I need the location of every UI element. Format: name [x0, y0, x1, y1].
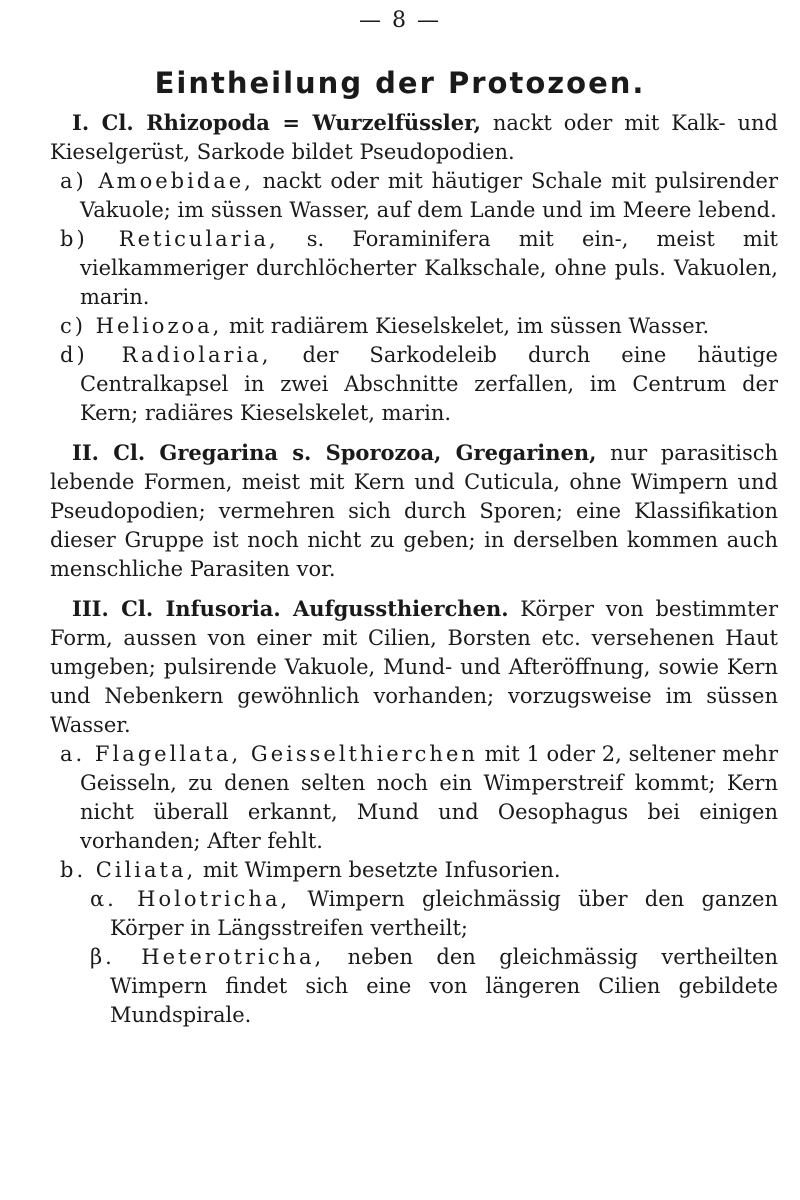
- item-text: der Sarkodeleib durch eine häutige Centralkapsel in zwei Abschnitte zerfallen, im Centrum der Kern; radiäres Kieselskelet, marin.: [80, 343, 778, 425]
- section-paragraph: [50, 438, 778, 584]
- item-text: mit radiärem Kieselskelet, im süssen Wasser.: [222, 314, 710, 338]
- item-name: d) Radiolaria,: [60, 343, 272, 367]
- item-name: b) Reticularia,: [60, 227, 279, 251]
- page-heading: Eintheilung der Protozoen.: [154, 66, 646, 100]
- item-text: mit 1 oder 2, seltener mehr Geisseln, zu denen selten noch ein Wimperstreif kommt; Kern nicht überall erkannt, Mund und Oesophagus bei einigen vorhanden; After fehlt.: [80, 742, 778, 853]
- section-text: nackt oder mit Kalk- und Kieselgerüst, Sarkode bildet Pseudopodien.: [50, 111, 778, 164]
- section-gregarina: [50, 438, 778, 584]
- section-text: Körper von bestimmter Form, aussen von einer mit Cilien, Borsten etc. versehenen Haut umgeben; pulsirende Vakuole, Mund- und Afteröffnung, sowie Kern und Nebenkern gewöhnlich vorhanden; vorzugsweise im süssen Wasser.: [50, 597, 778, 737]
- list-item: [50, 225, 778, 312]
- list-item: [50, 856, 778, 885]
- section-paragraph: [50, 108, 778, 167]
- item-name: a) Amoebidae,: [60, 169, 254, 193]
- sub-list-item: [50, 943, 778, 1030]
- section-title: I. Cl. Rhizopoda = Wurzelfüssler,: [72, 110, 481, 135]
- section-paragraph: [50, 594, 778, 740]
- section-title: II. Cl. Gregarina s. Sporozoa, Gregarinen,: [72, 440, 597, 465]
- section-title: III. Cl. Infusoria. Aufgussthierchen.: [72, 596, 509, 621]
- list-item: [50, 341, 778, 428]
- list-item: [50, 167, 778, 225]
- item-text: mit Wimpern besetzte Infusorien.: [196, 858, 561, 882]
- section-rhizopoda: [50, 108, 778, 428]
- list-item: [50, 740, 778, 856]
- item-name: c) Heliozoa,: [60, 314, 223, 338]
- list-item: [50, 312, 778, 341]
- item-text: neben den gleichmässig vertheilten Wimpern findet sich eine von längeren Cilien gebildete Mundspirale.: [110, 945, 778, 1027]
- item-name: α. Holotricha,: [90, 887, 291, 911]
- item-name: b. Ciliata,: [60, 858, 197, 882]
- page-number: — 8 —: [359, 8, 441, 33]
- page-body: [50, 108, 778, 1030]
- section-text: nur parasitisch lebende Formen, meist mit Kern und Cuticula, ohne Wimpern und Pseudopodien; vermehren sich durch Sporen; eine Klassifikation dieser Gruppe ist noch nicht zu geben; in derselben kommen auch menschliche Parasiten vor.: [50, 441, 779, 581]
- item-text: nackt oder mit häutiger Schale mit pulsirender Vakuole; im süssen Wasser, auf dem Lande und im Meere lebend.: [80, 169, 779, 222]
- item-text: Wimpern gleichmässig über den ganzen Körper in Längsstreifen vertheilt;: [110, 887, 778, 940]
- item-text: s. Foraminifera mit ein-, meist mit vielkammeriger durchlöcherter Kalkschale, ohne puls. Vakuolen, marin.: [80, 227, 778, 309]
- section-infusoria: [50, 594, 778, 1030]
- item-name: β. Heterotricha,: [90, 945, 325, 969]
- sub-list-item: [50, 885, 778, 943]
- item-name: a. Flagellata, Geisselthierchen: [60, 742, 478, 766]
